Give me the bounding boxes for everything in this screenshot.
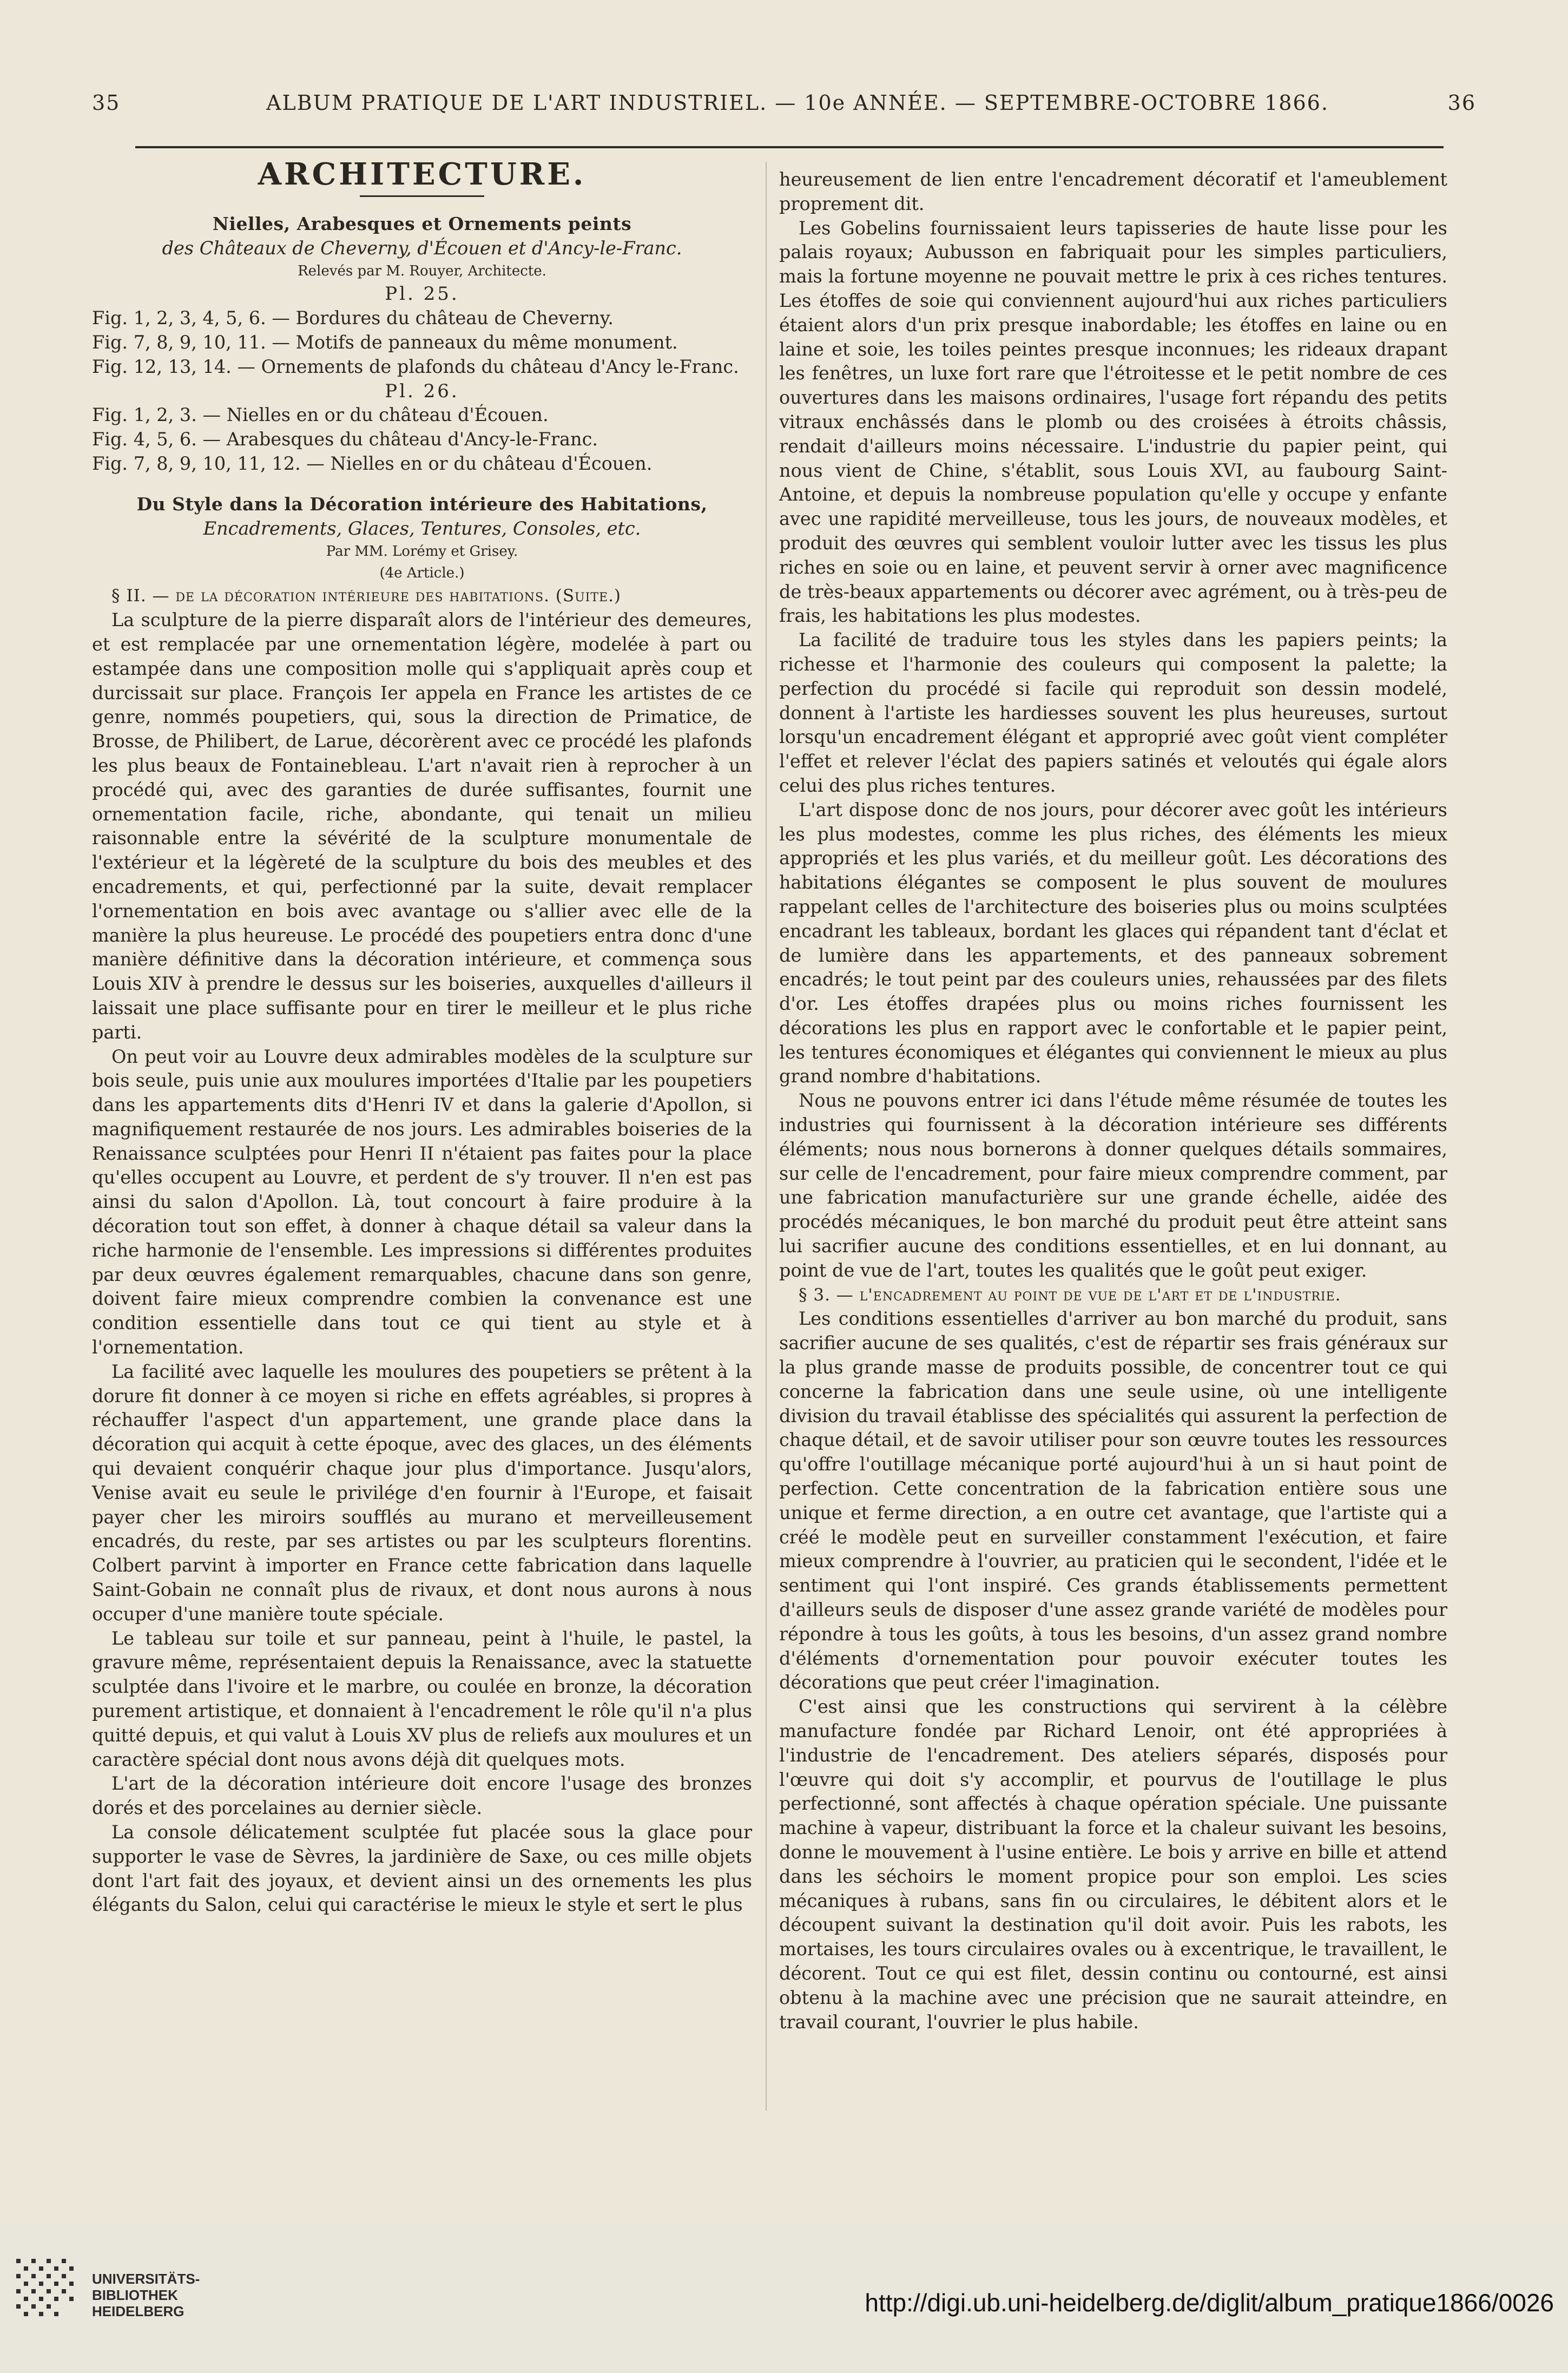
section-ii-heading: § II. — de la décoration intérieure des habitations. (Suite.) [111,586,622,606]
logo-dot [31,2289,36,2293]
body-paragraph: La console délicatement sculptée fut placée sous la glace pour supporter le vase de Sèvres, la jardinière de Saxe, ou ces mille objets dont l'art fait des joyaux, et devient ainsi un des ornements les plus élégants du Salon, celui qui caractérise le mieux le style et sert le plus [92,1822,752,1916]
body-paragraph: La facilité de traduire tous les styles dans les papiers peints; la richesse et l'harmonie des couleurs qui composent la palette; la perfection du procédé si facile qui reproduit son dessin modelé, donnent à l'artiste les hardiesses souvent les plus heureuses, surtout lorsqu'un encadrement élégant et approprié avec goût vient compléter l'effet et relever l'éclat des papiers satinés et veloutés qui égale alors celui des plus riches tentures. [779,629,1447,796]
logo-dot [31,2259,36,2263]
section-3-heading: § 3. — l'encadrement au point de vue de l'art et de l'industrie. [799,1285,1341,1305]
section-title: ARCHITECTURE. [258,156,587,192]
logo-dot [54,2312,58,2316]
logo-line: UNIVERSITÄTS- [92,2271,200,2287]
article2-credit: Par MM. Lorémy et Grisey. [326,543,518,560]
figure-line: Fig. 1, 2, 3, 4, 5, 6. — Bordures du château de Cheverny. [92,307,614,329]
library-logo-icon [16,2259,81,2324]
library-footer [0,2224,1568,2373]
logo-line: BIBLIOTHEK [92,2287,178,2303]
running-head [92,91,1476,123]
plate-26-label: Pl. 26. [385,380,459,402]
body-paragraph: C'est ainsi que les constructions qui servirent à la célèbre manufacture fondée par Richard Lenoir, ont été appropriées à l'industrie de l'encadrement. Des ateliers séparés, disposés pour l'œuvre qui doit s'y accomplir, et pourvus de l'outillage le plus perfectionné, sont affectés à chaque opération spéciale. Une puissante machine à vapeur, distribuant la force et la chaleur suivant les besoins, donne le mouvement à l'usine entière. Le bois y arrive en bille et attend dans les séchoirs le moment propice pour son emploi. Les scies mécaniques à rubans, sans fin ou circulaires, le débitent alors et le découpent suivant la destination qu'il doit avoir. Puis les rabots, les mortaises, les tours circulaires ovales ou à excentrique, le travaillent, le décorent. Tout ce qui est filet, dessin continu ou contourné, est ainsi obtenu à la machine avec une précision que ne saurait atteindre, en travail courant, l'ouvrier le plus habile. [779,1696,1447,2033]
article1-subheading: des Châteaux de Cheverny, d'Écouen et d'Ancy-le-Franc. [162,237,682,259]
running-title: ALBUM PRATIQUE DE L'ART INDUSTRIEL. — 10e ANNÉE. — SEPTEMBRE-OCTOBRE 1866. [266,91,1329,115]
figure-line: Fig. 1, 2, 3. — Nielles en or du château d'Écouen. [92,404,549,426]
logo-dot [16,2304,21,2309]
logo-dot [62,2259,66,2263]
body-paragraph: heureusement de lien entre l'encadrement décoratif et l'ameublement proprement dit. [779,169,1447,214]
plate-26-figures [92,403,752,476]
figure-line: Fig. 12, 13, 14. — Ornements de plafonds du château d'Ancy le-Franc. [92,356,739,377]
header-rule [135,146,1444,148]
page-number-right: 36 [1447,91,1476,115]
logo-dot [16,2289,21,2293]
logo-dot [39,2297,43,2301]
article2-number: (4e Article.) [379,565,465,582]
body-paragraph: Les Gobelins fournissaient leurs tapisseries de haute lisse pour les palais royaux; Aubusson en fabriquait pour les simples particuliers, mais la fortune moyenne ne pouvait mettre le prix à ces riches tentures. Les étoffes de soie qui conviennent aujourd'hui aux riches particuliers étaient alors d'un prix presque inabordable; les étoffes en laine ou en laine et soie, les toiles peintes presque inconnues; les rideaux drapant les fenêtres, un luxe fort rare que l'étroitesse et le petit nombre de ces ouvertures dans les maisons ordinaires, l'usage fort répandu des petits vitraux enchâssés dans le plomb ou des croisées à étroits châssis, rendait d'ailleurs moins nécessaire. L'industrie du papier peint, qui nous vient de Chine, s'établit, sous Louis XVI, au faubourg Saint-Antoine, et depuis la nombreuse population qu'elle y occupe y enfante avec une rapidité merveilleuse, tous les jours, de nouveaux modèles, et produit des œuvres qui semblent vouloir lutter avec les tissus les plus riches en soie ou en laine, et peuvent servir à orner avec magnificence de très-beaux appartements ou décorer avec agrément, ou à très-peu de frais, les habitations les plus modestes. [779,217,1447,627]
column-divider [766,162,767,2111]
logo-dot [47,2274,51,2278]
logo-dot [62,2289,66,2293]
logo-dot [24,2312,28,2316]
body-paragraph: La facilité avec laquelle les moulures des poupetiers se prêtent à la dorure fit donner à ce moyen si riche en effets agréables, si propres à réchauffer l'aspect d'un appartement, une grande place dans la décoration qui acquit à cette époque, avec des glaces, un des éléments qui devaient conquérir chaque jour plus d'importance. Jusqu'alors, Venise avait eu seule le privilége d'en fournir à l'Europe, et faisait payer cher les miroirs soufflés au murano et merveilleusement encadrés, du reste, par ses artistes ou par les sculpteurs florentins. Colbert parvint à importer en France cette fabrication dans laquelle Saint-Gobain ne connaît plus de rivaux, et dont nous aurons à nous occuper d'une manière toute spéciale. [92,1360,752,1625]
logo-dot [16,2274,21,2278]
figure-line: Fig. 4, 5, 6. — Arabesques du château d'Ancy-le-Franc. [92,429,598,450]
left-column [92,156,752,1917]
library-logo-text [92,2271,200,2319]
body-paragraph: On peut voir au Louvre deux admirables modèles de la sculpture sur bois seule, puis unie aux moulures importées d'Italie par les poupetiers dans les appartements dits d'Henri IV et dans la galerie d'Apollon, si magnifiquement restaurée de nos jours. Les admirables boiseries de la Renaissance sculptées pour Henri II n'étaient pas faites pour la place qu'elles occupent au Louvre, et perdent de s'y trouver. Il n'en est pas ainsi du salon d'Apollon. Là, tout concourt à faire produire à la décoration tout son effet, à donner à chaque détail sa valeur dans la riche harmonie de l'ensemble. Les impressions si différentes produites par deux œuvres également remarquables, chacune dans son genre, doivent faire mieux comprendre combien la convenance est une condition essentielle dans tout ce qui tient au style et à l'ornementation. [92,1046,752,1358]
figure-line: Fig. 7, 8, 9, 10, 11, 12. — Nielles en or du château d'Écouen. [92,452,653,474]
logo-dot [16,2259,21,2263]
right-column [779,168,1447,2034]
plate-25-figures [92,306,752,379]
plate-25-label: Pl. 25. [385,283,459,305]
logo-dot [62,2274,66,2278]
logo-dot [69,2266,74,2271]
figure-line: Fig. 7, 8, 9, 10, 11. — Motifs de panneaux du même monument. [92,331,678,353]
logo-dot [47,2304,51,2309]
logo-dot [31,2274,36,2278]
logo-dot [47,2259,51,2263]
logo-dot [47,2289,51,2293]
logo-line: HEIDELBERG [92,2303,185,2319]
body-paragraph: Les conditions essentielles d'arriver au bon marché du produit, sans sacrifier aucune de ses qualités, c'est de répartir ses frais généraux sur la plus grande masse de produits possible, de concentrer tout ce qui concerne la fabrication dans une seule usine, où une intelligente division du travail établisse des spécialités qui assurent la perfection de chaque détail, et de savoir utiliser pour son œuvre toutes les ressources qu'offre l'outillage mécanique porté aujourd'hui à un si haut point de perfection. Cette concentration de la fabrication entière sous une unique et ferme direction, a en outre cet avantage, que l'artiste qui a créé le modèle peut en surveiller constamment l'exécution, et faire mieux comprendre à l'ouvrier, au praticien qui le secondent, l'idée et le sentiment qui l'ont inspiré. Ces grands établissements permettent d'ailleurs seuls de disposer d'une assez grande variété de modèles pour répondre à tous les goûts, à tous les besoins, d'un assez grand nombre d'éléments d'ornementation pour pouvoir exécuter toutes les décorations que peut créer l'imagination. [779,1308,1447,1693]
logo-dot [24,2266,28,2271]
logo-dot [69,2297,74,2301]
article2-subheading: Encadrements, Glaces, Tentures, Consoles, etc. [203,517,641,539]
logo-dot [39,2266,43,2271]
body-paragraph: La sculpture de la pierre disparaît alors de l'intérieur des demeures, et est remplacée par une ornementation légère, modelée à part ou estampée dans une composition molle qui s'appliquait après coup et durcissait sur place. François Ier appela en France les artistes de ce genre, nommés poupetiers, qui, sous la direction de Primatice, de Brosse, de Philibert, de Larue, décorèrent avec ce procédé les plafonds les plus beaux de Fontainebleau. L'art n'avait rien à reprocher à un procédé qui, avec des garanties de durée suffisantes, fournit une ornementation facile, riche, abondante, qui tenait un milieu raisonnable entre la sévérité de la sculpture monumentale de l'extérieur et la légèreté de la sculpture du bois des meubles et des encadrements, et qui, perfectionné par la suite, devait remplacer l'ornementation en bois avec avantage ou s'allier avec elle de la manière la plus heureuse. Le procédé des poupetiers entra donc d'une manière définitive dans la décoration intérieure, et commença sous Louis XIV à prendre le dessus sur les boiseries, auxquelles d'ailleurs il laissait une place suffisante pour en tirer le meilleur et le plus riche parti. [92,609,752,1043]
body-paragraph: L'art de la décoration intérieure doit encore l'usage des bronzes dorés et des porcelaines au dernier siècle. [92,1773,752,1819]
logo-dot [39,2312,43,2316]
logo-dot [54,2297,58,2301]
article1-heading: Nielles, Arabesques et Ornements peints [212,213,632,234]
body-paragraph: Nous ne pouvons entrer ici dans l'étude même résumée de toutes les industries qui fournissent à la décoration intérieure ses différents éléments; nous nous bornerons à donner quelques détails sommaires, sur celle de l'encadrement, pour faire mieux comprendre comment, par une fabrication manufacturière sur une grande échelle, aidée des procédés mécaniques, le bon marché du produit peut être atteint sans lui sacrifier aucune des conditions essentielles, et en lui donnant, au point de vue de l'art, toutes les qualités que le goût peut exiger. [779,1090,1447,1281]
source-url-link[interactable]: http://digi.ub.uni-heidelberg.de/diglit/album_pratique1866/0026 [865,2289,1554,2317]
page-number-left: 35 [92,91,121,115]
body-paragraph: L'art dispose donc de nos jours, pour décorer avec goût les intérieurs les plus modestes, comme les plus riches, des éléments les mieux appropriés et les plus variés, et du meilleur goût. Les décorations des habitations élégantes se composent le plus souvent de moulures rappelant celles de l'architecture des boiseries plus ou moins sculptées encadrant les tableaux, bordant les glaces qui répandent tant d'éclat et de lumière dans les appartements, et des panneaux sobrement encadrés; le tout peint par des couleurs unies, rehaussées par des filets d'or. Les étoffes drapées plus ou moins riches fournissent les décorations les plus en rapport avec le confortable et le papier peint, les tentures économiques et élégantes qui conviennent le mieux au plus grand nombre d'habitations. [779,799,1447,1087]
title-rule [360,195,484,197]
body-paragraph: Le tableau sur toile et sur panneau, peint à l'huile, le pastel, la gravure même, représentaient depuis la Renaissance, avec la statuette sculptée dans l'ivoire et le marbre, ou coulée en bronze, la décoration purement artistique, et donnaient à l'encadrement le rôle qu'il n'a plus quitté depuis, et qui valut à Louis XV plus de reliefs aux moulures et un caractère spécial dont nous avons déjà dit quelques mots. [92,1627,752,1770]
article2-heading: Du Style dans la Décoration intérieure des Habitations, [136,493,708,515]
logo-dot [54,2282,58,2286]
article1-credit: Relevés par M. Rouyer, Architecte. [298,263,546,280]
logo-dot [31,2304,36,2309]
logo-dot [24,2282,28,2286]
logo-dot [39,2282,43,2286]
logo-dot [54,2266,58,2271]
logo-dot [69,2282,74,2286]
logo-dot [24,2297,28,2301]
